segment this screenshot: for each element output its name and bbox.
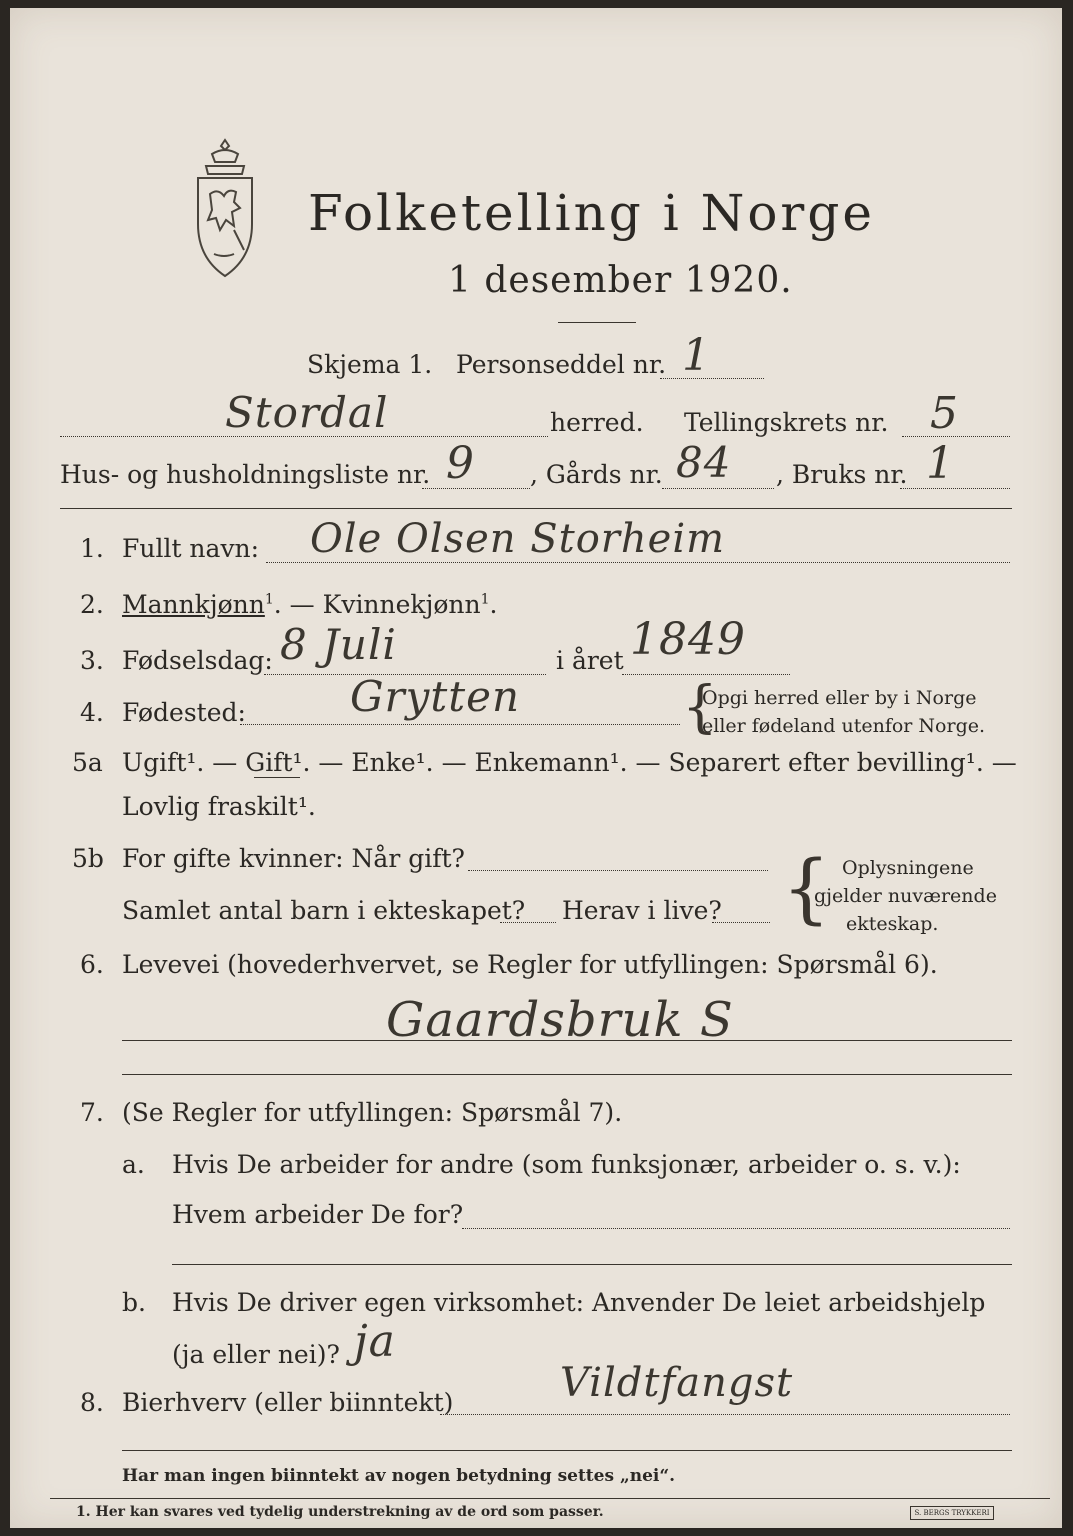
q5b-note-line3: ekteskap. (846, 913, 939, 935)
q5b-number: 5b (72, 844, 104, 873)
footer-note: Har man ingen biinntekt av nogen betydning settes „nei“. (122, 1466, 676, 1486)
q2-male-footnote: 1 (264, 591, 274, 608)
printer-mark: S. BERGS TRYKKERI (910, 1506, 994, 1520)
q6-answer-line (122, 1040, 1012, 1041)
q7-number: 7. (80, 1098, 104, 1127)
q8-number: 8. (80, 1388, 104, 1417)
census-date: 1 desember 1920. (448, 260, 793, 301)
q2-female-footnote: 1 (480, 591, 490, 608)
q7b-label: (ja eller nei)? (172, 1340, 340, 1369)
q5b-married-line (468, 870, 768, 871)
q5b-brace: { (782, 843, 831, 932)
tellingskrets-label: Tellingskrets nr. (684, 408, 889, 437)
q6-occupation-value[interactable]: Gaardsbruk S (386, 992, 734, 1048)
q5b-alive-line (712, 922, 770, 923)
q2-end: . (489, 590, 498, 619)
q7a-employer-line-2 (172, 1264, 1012, 1265)
bruks-value[interactable]: 1 (926, 438, 955, 489)
herred-value[interactable]: Stordal (225, 388, 389, 437)
herred-label: herred. (550, 408, 644, 437)
gards-label: , Gårds nr. (530, 460, 663, 489)
header-separator (60, 508, 1012, 509)
q6-answer-line-2 (122, 1074, 1012, 1075)
hus-value[interactable]: 9 (446, 438, 475, 489)
q4-line (240, 724, 680, 725)
q3-number: 3. (80, 646, 104, 675)
q1-number: 1. (80, 534, 104, 563)
q2-female-option[interactable]: Kvinnekjønn (322, 590, 481, 619)
q5b-note-line2: gjelder nuværende (814, 885, 997, 907)
q7b-value[interactable]: ja (354, 1316, 396, 1367)
personseddel-label: Personseddel nr. (456, 350, 667, 379)
q4-label: Fødested: (122, 698, 246, 727)
q8-label: Bierhverv (eller biinntekt) (122, 1388, 454, 1417)
q7a-question: Hvis De arbeider for andre (som funksjonær, arbeider o. s. v.): (172, 1150, 961, 1179)
q7b-letter: b. (122, 1288, 146, 1317)
hus-label: Hus- og husholdningsliste nr. (60, 460, 431, 489)
q8-line (440, 1414, 1010, 1415)
q4-note-line1: Opgi herred eller by i Norge (702, 687, 977, 709)
q5b-alive-label: Herav i live? (562, 896, 722, 925)
q2-separator: . — (273, 590, 315, 619)
bruks-line (900, 488, 1010, 489)
q7-label: (Se Regler for utfyllingen: Spørsmål 7). (122, 1098, 623, 1127)
gards-line (662, 488, 774, 489)
bruks-label: , Bruks nr. (776, 460, 908, 489)
hus-line (422, 488, 530, 489)
q8-side-income-value[interactable]: Vildtfangst (560, 1360, 794, 1406)
skjema-label: Skjema 1. (307, 350, 433, 379)
q3-birthday-value[interactable]: 8 Juli (280, 620, 397, 669)
q1-full-name-value[interactable]: Ole Olsen Storheim (310, 516, 726, 562)
tellingskrets-value[interactable]: 5 (930, 388, 959, 439)
q6-number: 6. (80, 950, 104, 979)
q5a-gift-underline (254, 777, 300, 778)
q8-answer-line-2 (122, 1450, 1012, 1451)
q5a-options-line2[interactable]: Lovlig fraskilt¹. (122, 792, 316, 821)
title-divider (558, 322, 636, 323)
gards-value[interactable]: 84 (676, 438, 732, 487)
q4-birthplace-value[interactable]: Grytten (350, 672, 521, 721)
q5b-married-label: For gifte kvinner: Når gift? (122, 844, 465, 873)
coat-of-arms-icon (184, 134, 266, 296)
q1-line (266, 562, 1010, 563)
q4-number: 4. (80, 698, 104, 727)
q5b-children-label: Samlet antal barn i ekteskapet? (122, 896, 526, 925)
q3-label: Fødselsdag: (122, 646, 273, 675)
personseddel-line (660, 378, 764, 379)
personseddel-value[interactable]: 1 (682, 330, 711, 381)
q2-sex-options (122, 590, 497, 619)
footnote: 1. Her kan svares ved tydelig understrekning av de ord som passer. (76, 1504, 604, 1520)
q2-number: 2. (80, 590, 104, 619)
form-title: Folketelling i Norge (308, 184, 875, 242)
q7a-letter: a. (122, 1150, 145, 1179)
footer-divider (50, 1498, 1050, 1499)
q6-label: Levevei (hovederhvervet, se Regler for utfyllingen: Spørsmål 6). (122, 950, 938, 979)
q5b-children-line (500, 922, 556, 923)
q7b-question: Hvis De driver egen virksomhet: Anvender De leiet arbeidshjelp (172, 1288, 986, 1317)
q4-note-line2: eller fødeland utenfor Norge. (702, 715, 986, 737)
q5b-note-line1: Oplysningene (842, 857, 974, 879)
q5a-number: 5a (72, 748, 103, 777)
q3-year-label: i året (556, 646, 624, 675)
q5a-options[interactable]: Ugift¹. — Gift¹. — Enke¹. — Enkemann¹. — Separert efter bevilling¹. — (122, 748, 1017, 777)
q2-male-option[interactable]: Mannkjønn (122, 590, 265, 619)
q4-brace: { (682, 675, 718, 740)
q3-year-value[interactable]: 1849 (630, 614, 746, 665)
q7a-employer-line[interactable] (462, 1228, 1010, 1229)
q1-label: Fullt navn: (122, 534, 260, 563)
census-form (10, 8, 1062, 1528)
q7a-employer-label: Hvem arbeider De for? (172, 1200, 464, 1229)
